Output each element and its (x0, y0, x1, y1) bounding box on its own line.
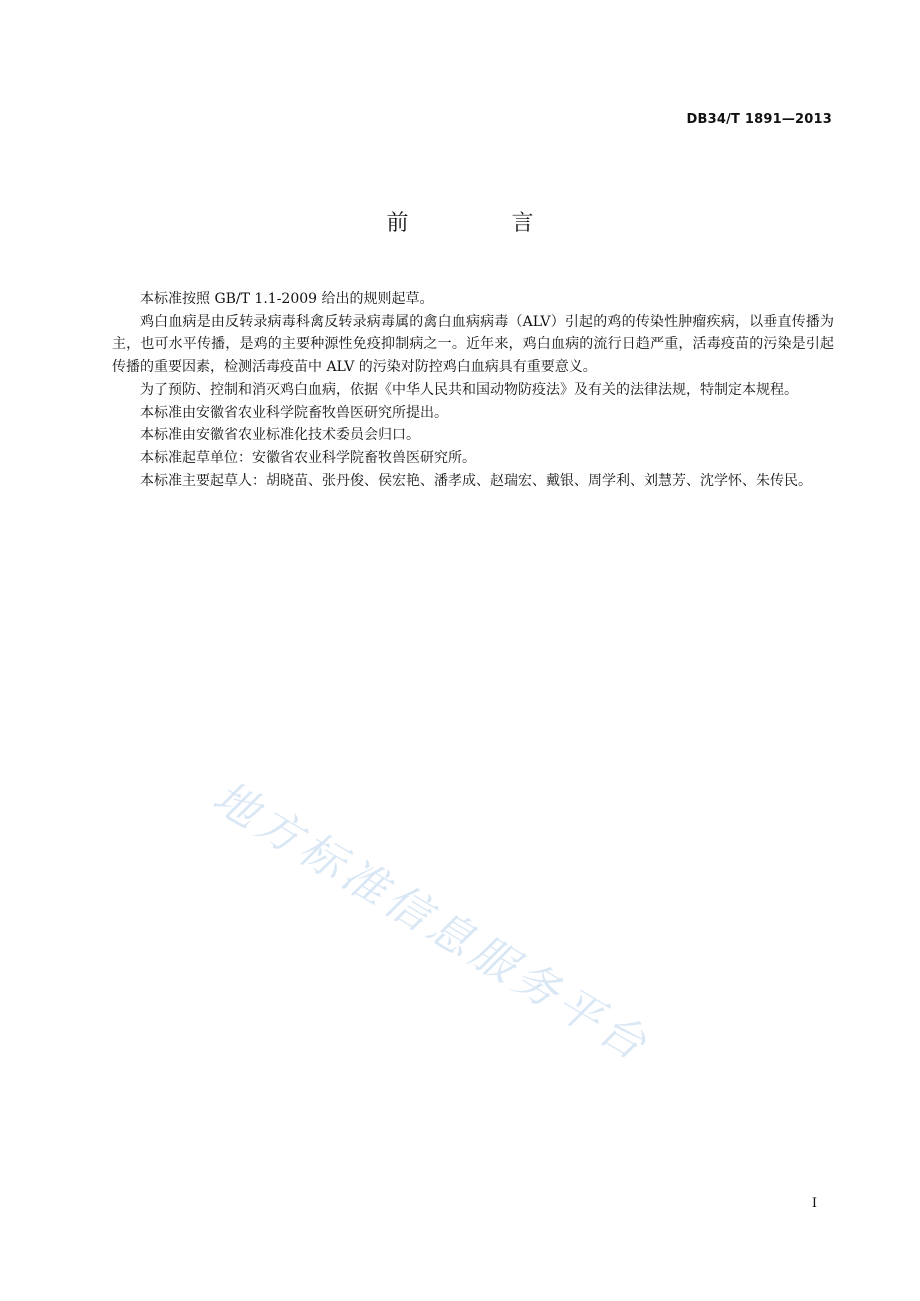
paragraph-disease-background: 鸡白血病是由反转录病毒科禽反转录病毒属的禽白血病病毒（ALV）引起的鸡的传染性肿瘤疾病，以垂直传播为主，也可水平传播，是鸡的主要种源性免疫抑制病之一。近年来，鸡白血病的流行日趋严重，活毒疫苗的污染是引起传播的重要因素，检测活毒疫苗中 ALV 的污染对防控鸡白血病具有重要意义。 (112, 313, 834, 376)
page-number: I (811, 1196, 817, 1211)
paragraph-administrator: 本标准由安徽省农业标准化技术委员会归口。 (140, 427, 420, 444)
paragraph-drafters: 本标准主要起草人：胡晓苗、张丹俊、侯宏艳、潘孝成、赵瑞宏、戴银、周学利、刘慧芳、沈学怀、朱传民。 (140, 472, 812, 489)
paragraph-drafting-unit: 本标准起草单位：安徽省农业科学院畜牧兽医研究所。 (140, 449, 476, 466)
watermark: 地方标准信息服务平台 (204, 771, 659, 1073)
paragraph-proposer: 本标准由安徽省农业科学院畜牧兽医研究所提出。 (140, 404, 448, 421)
page-title: 前 言 (386, 211, 582, 236)
document-code: DB34/T 1891—2013 (686, 112, 832, 127)
paragraph-drafting-rules: 本标准按照 GB/T 1.1-2009 给出的规则起草。 (140, 291, 434, 307)
foreword-body (112, 288, 834, 492)
paragraph-purpose: 为了预防、控制和消灭鸡白血病，依据《中华人民共和国动物防疫法》及有关的法律法规，特制定本规程。 (140, 381, 798, 398)
